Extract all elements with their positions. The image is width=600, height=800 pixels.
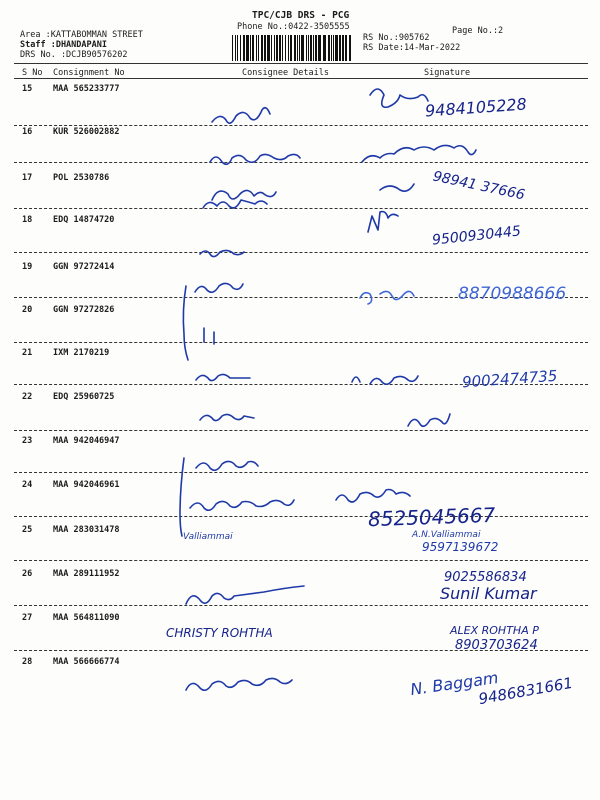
col-header-sno: S No: [22, 68, 43, 78]
row-consignment: MAA 942046961: [53, 480, 120, 490]
signature-scribble: [186, 678, 292, 690]
handwritten-name: Sunil Kumar: [440, 584, 537, 603]
signature-scribble: [212, 108, 270, 123]
table-row: [0, 480, 600, 500]
signature-scribble: [190, 500, 294, 510]
row-divider: [14, 430, 588, 431]
header-divider: [14, 63, 588, 64]
row-sno: 28: [22, 657, 33, 667]
row-sno: 15: [22, 84, 33, 94]
handwritten-phone: 8525045667: [367, 502, 496, 532]
signature-scribble: [203, 200, 267, 208]
drs-number: DRS No. :DCJB90576202: [20, 50, 128, 60]
table-row: [0, 392, 600, 412]
table-row: [0, 348, 600, 368]
handwritten-phone: 98941 37666: [431, 168, 527, 204]
page-number: Page No.:2: [452, 26, 504, 36]
table-row: [0, 657, 600, 677]
row-sno: 18: [22, 215, 33, 225]
table-row: [0, 436, 600, 456]
table-row: [0, 127, 600, 147]
row-consignment: POL 2530786: [53, 173, 110, 183]
staff-label: Staff :DHANDAPANI: [20, 40, 107, 50]
row-sno: 19: [22, 262, 33, 272]
handwritten-phone: 9500930445: [431, 223, 522, 249]
row-sno: 22: [22, 392, 33, 402]
document-title: TPC/CJB DRS - PCG: [252, 10, 350, 21]
column-divider: [14, 78, 588, 79]
row-sno: 27: [22, 613, 33, 623]
row-divider: [14, 472, 588, 473]
handwritten-phone: 9484105228: [424, 94, 528, 121]
row-consignment: MAA 289111952: [53, 569, 120, 579]
col-header-signature: Signature: [424, 68, 471, 78]
rs-number: RS No.:905762: [363, 33, 430, 43]
table-row: [0, 305, 600, 325]
row-divider: [14, 560, 588, 561]
phone-number: Phone No.:0422-3505555: [237, 22, 350, 32]
row-sno: 17: [22, 173, 33, 183]
row-divider: [14, 208, 588, 209]
handwritten-phone: 8870988666: [458, 284, 567, 304]
signature-scribble: [362, 145, 476, 162]
handwritten-phone: 9025586834: [444, 570, 527, 585]
barcode: [232, 35, 354, 61]
handwritten-phone: 8903703624: [455, 638, 538, 653]
row-sno: 23: [22, 436, 33, 446]
row-divider: [14, 162, 588, 163]
row-consignment: MAA 565233777: [53, 84, 120, 94]
table-row: [0, 525, 600, 545]
row-divider: [14, 516, 588, 517]
row-sno: 25: [22, 525, 33, 535]
row-sno: 26: [22, 569, 33, 579]
rs-date: RS Date:14-Mar-2022: [363, 43, 461, 53]
handwritten-phone: 9486831661: [477, 673, 575, 709]
handwritten-name: CHRISTY ROHTHA: [166, 626, 273, 640]
row-consignment: MAA 566666774: [53, 657, 120, 667]
row-consignment: MAA 942046947: [53, 436, 120, 446]
area-label: Area :KATTABOMMAN STREET: [20, 30, 143, 40]
row-consignment: IXM 2170219: [53, 348, 110, 358]
signature-scribble: [196, 374, 250, 380]
signature-scribble: [196, 461, 258, 470]
col-header-consignee: Consignee Details: [242, 68, 329, 78]
row-divider: [14, 125, 588, 126]
handwritten-name: Valliammai: [183, 532, 233, 542]
handwritten-phone: 9002474735: [461, 366, 558, 392]
row-divider: [14, 342, 588, 343]
row-consignment: MAA 283031478: [53, 525, 120, 535]
row-sno: 24: [22, 480, 33, 490]
row-sno: 16: [22, 127, 33, 137]
row-consignment: GGN 97272826: [53, 305, 115, 315]
handwritten-phone: 9597139672: [422, 540, 499, 554]
row-consignment: EDQ 25960725: [53, 392, 115, 402]
table-row: [0, 262, 600, 282]
signature-scribble: [195, 283, 243, 292]
handwritten-name: N. Baggam: [409, 667, 500, 700]
row-sno: 21: [22, 348, 33, 358]
row-divider: [14, 252, 588, 253]
signature-scribble: [408, 414, 450, 426]
row-consignment: EDQ 14874720: [53, 215, 115, 225]
signature-scribble: [200, 414, 254, 420]
row-consignment: MAA 564811090: [53, 613, 120, 623]
row-consignment: KUR 526002882: [53, 127, 120, 137]
row-divider: [14, 605, 588, 606]
col-header-consignment: Consignment No: [53, 68, 125, 78]
handwritten-name: ALEX ROHTHA P: [450, 624, 539, 637]
handwritten-name: A.N.Valliammai: [412, 530, 481, 540]
signature-scribble: [352, 376, 418, 384]
row-consignment: GGN 97272414: [53, 262, 115, 272]
row-sno: 20: [22, 305, 33, 315]
